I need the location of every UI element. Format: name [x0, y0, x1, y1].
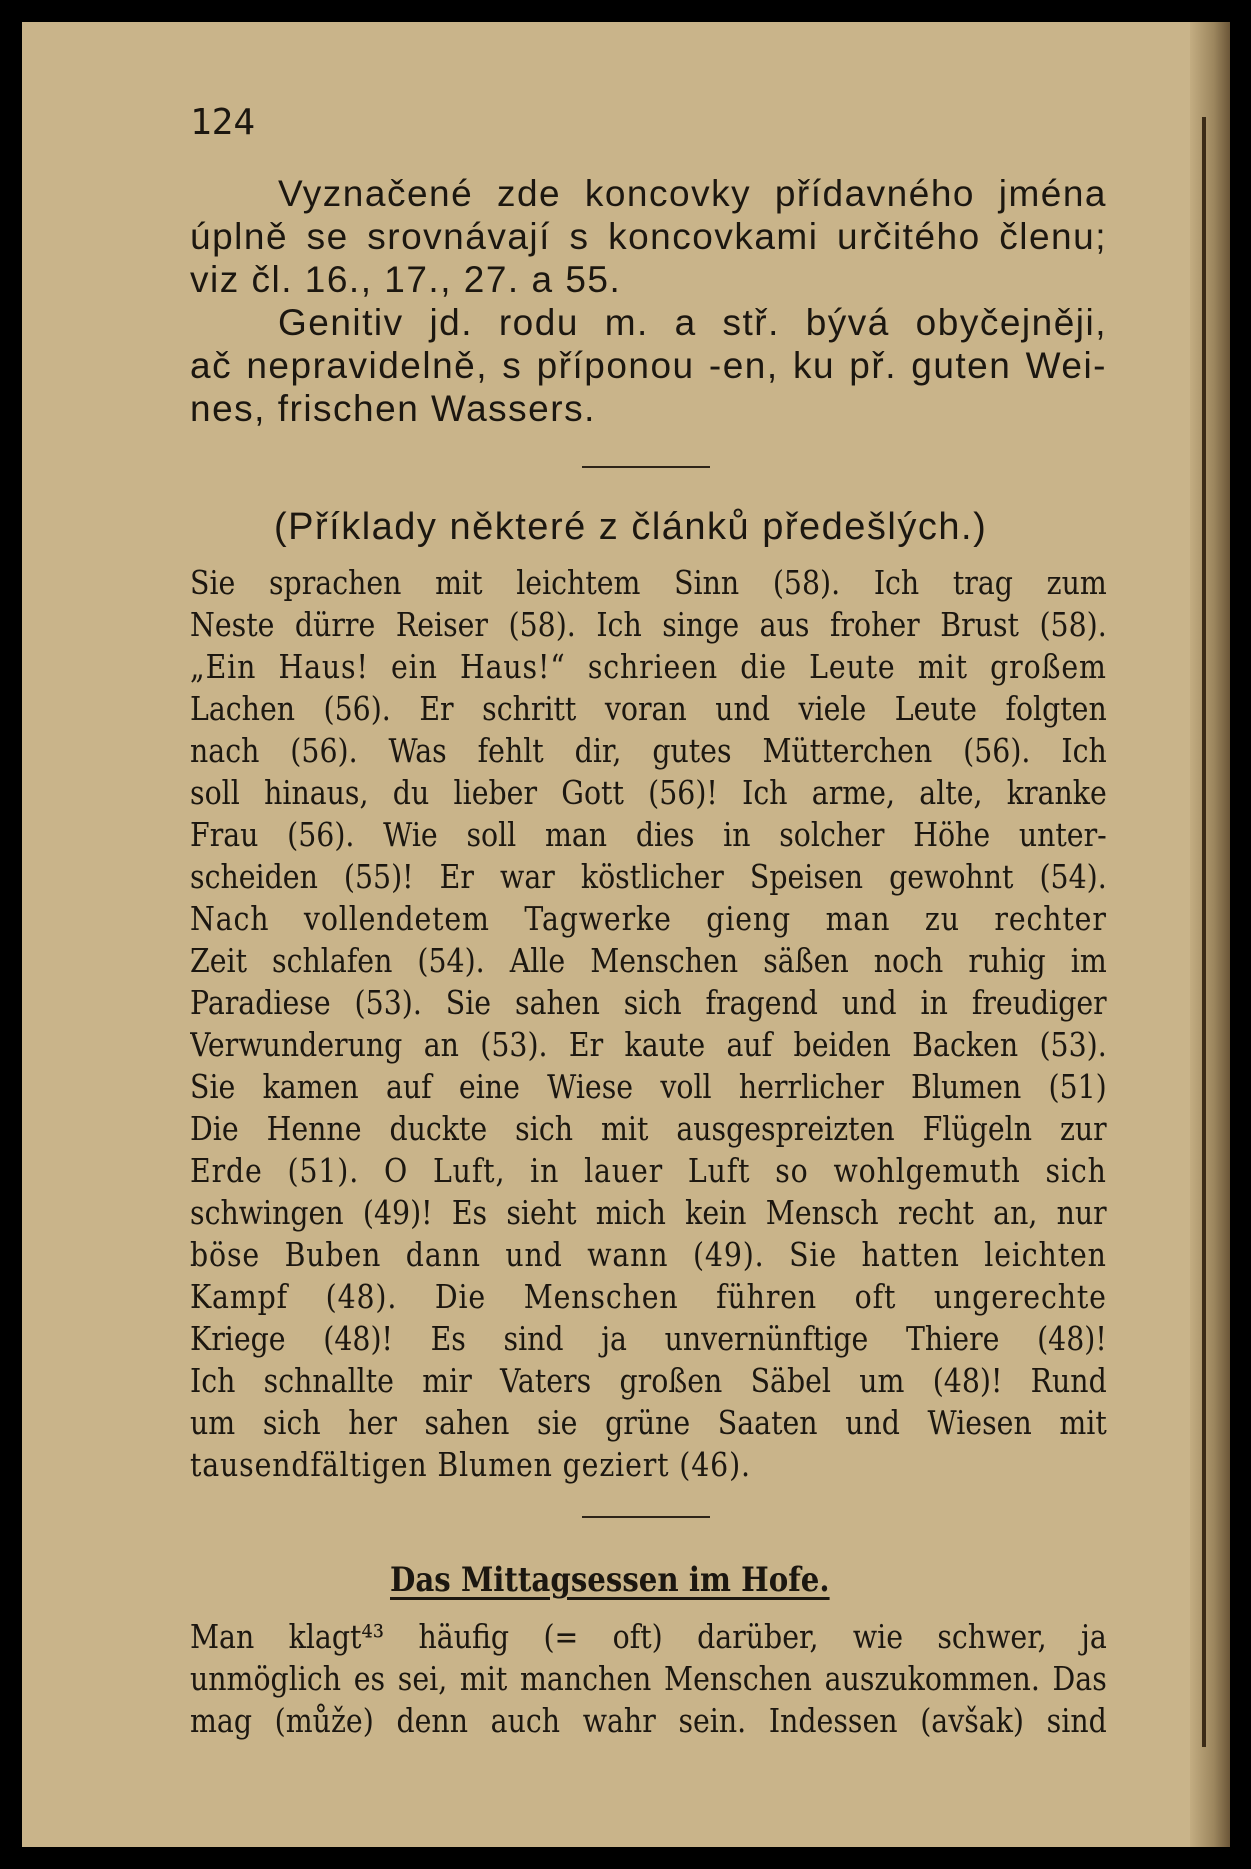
spine-binding-line [1202, 117, 1206, 1747]
example-line: Kriege (48)! Es sind ja unvernünftige Thiere (48)! [190, 1319, 1107, 1358]
intro-line: Genitiv jd. rodu m. a stř. bývá obyčejněji, [278, 302, 1107, 343]
intro-line: Vyznačené zde koncovky přídavného jména [278, 173, 1107, 214]
example-line: schwingen (49)! Es sieht mich kein Mensch recht an, nur [190, 1193, 1107, 1232]
example-line: böse Buben dann und wann (49). Sie hatten leichten [190, 1235, 1107, 1274]
example-line: Paradiese (53). Sie sahen sich fragend und in freudiger [190, 983, 1107, 1022]
example-line: scheiden (55)! Er war köstlicher Speisen gewohnt (54). [190, 857, 1107, 896]
intro-line: ač nepravidelně, s příponou -en, ku př. guten Wei- [190, 345, 1107, 386]
intro-line: nes, frischen Wassers. [190, 388, 596, 429]
example-line: Neste dürre Reiser (58). Ich singe aus froher Brust (58). [190, 605, 1107, 644]
example-line: soll hinaus, du lieber Gott (56)! Ich arme, alte, kranke [190, 773, 1107, 812]
example-line: Lachen (56). Er schritt voran und viele Leute folgten [190, 689, 1107, 728]
paragraph-line: mag (může) denn auch wahr sein. Indessen (avšak) sind [190, 1701, 1107, 1740]
example-line: Frau (56). Wie soll man dies in solcher Höhe unter- [190, 815, 1107, 854]
example-line: Die Henne duckte sich mit ausgespreizten Flügeln zur [190, 1109, 1107, 1148]
example-line: Erde (51). O Luft, in lauer Luft so wohlgemuth sich [190, 1151, 1107, 1190]
page-number: 124 [190, 102, 256, 143]
intro-line: úplně se srovnávají s koncovkami určitého členu; [190, 216, 1107, 257]
example-line: um sich her sahen sie grüne Saaten und Wiesen mit [190, 1403, 1107, 1442]
example-line: Verwunderung an (53). Er kaute auf beiden Backen (53). [190, 1025, 1107, 1064]
example-line: Zeit schlafen (54). Alle Menschen säßen noch ruhig im [190, 941, 1107, 980]
example-line: Nach vollendetem Tagwerke gieng man zu rechter [190, 899, 1107, 938]
book-page [22, 22, 1230, 1847]
example-line: Sie kamen auf eine Wiese voll herrlicher Blumen (51) [190, 1067, 1107, 1106]
example-line: „Ein Haus! ein Haus!“ schrieen die Leute mit großem [190, 647, 1107, 686]
book-spine-edge [1190, 22, 1230, 1847]
paragraph-line: Man klagt⁴³ häufig (= oft) darüber, wie schwer, ja [190, 1617, 1107, 1656]
example-line: Ich schnallte mir Vaters großen Säbel um (48)! Rund [190, 1361, 1107, 1400]
divider-rule [582, 466, 710, 468]
example-line: tausendfältigen Blumen geziert (46). [190, 1445, 751, 1484]
intro-line: viz čl. 16., 17., 27. a 55. [190, 259, 622, 300]
section-title: Das Mittagsessen im Hofe. [390, 1560, 830, 1600]
example-line: Sie sprachen mit leichtem Sinn (58). Ich trag zum [190, 563, 1107, 602]
paragraph-line: unmöglich es sei, mit manchen Menschen auszukommen. Das [190, 1659, 1107, 1698]
examples-heading: (Příklady některé z článků předešlých.) [274, 506, 988, 548]
example-line: nach (56). Was fehlt dir, gutes Mütterchen (56). Ich [190, 731, 1107, 770]
divider-rule [582, 1516, 710, 1518]
example-line: Kampf (48). Die Menschen führen oft ungerechte [190, 1277, 1107, 1316]
